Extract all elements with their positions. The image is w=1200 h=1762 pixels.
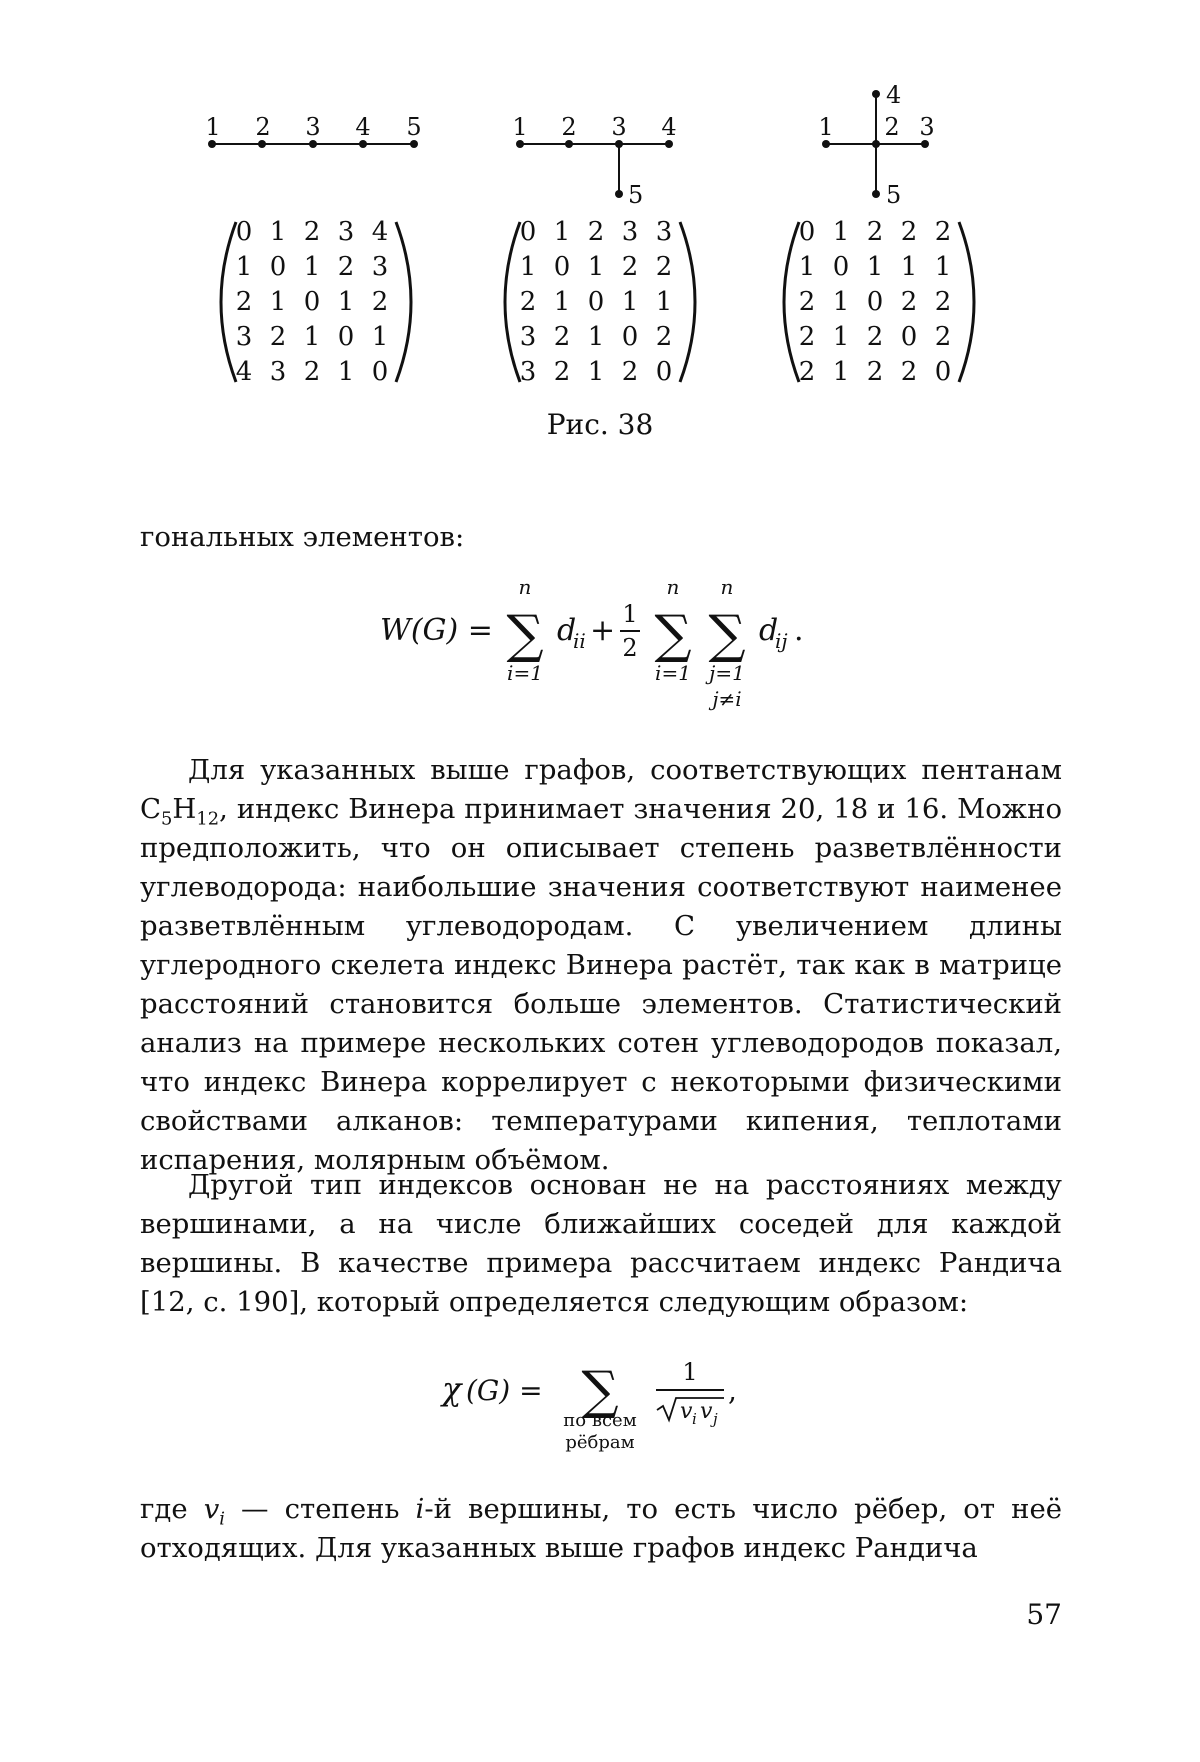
vertex-label: 3 — [919, 113, 935, 141]
den-sub1: i — [692, 1410, 697, 1428]
matrix-cell: 1 — [371, 322, 389, 352]
graph-3 — [818, 81, 934, 209]
matrix-cell: 1 — [269, 217, 287, 247]
matrix-cell: 2 — [303, 217, 321, 247]
sum3-upper: n — [720, 578, 734, 599]
vertex-label: 1 — [818, 113, 834, 141]
vertex-4 — [359, 140, 367, 148]
vertex-4 — [872, 90, 880, 98]
vertex-1 — [208, 140, 216, 148]
matrix-cell: 1 — [303, 252, 321, 282]
vertex-label: 5 — [406, 113, 422, 141]
matrix-cell: 2 — [934, 217, 952, 247]
matrix-cell: 0 — [235, 217, 253, 247]
formula-wiener — [0, 578, 1200, 718]
matrix-cell: 0 — [519, 217, 537, 247]
matrix-cell: 3 — [621, 217, 639, 247]
matrix-cell: 0 — [269, 252, 287, 282]
matrix-cell: 2 — [900, 357, 918, 387]
sum2-lower: i=1 — [655, 661, 691, 685]
sum3-lower-cond: j≠i — [712, 687, 742, 711]
formula-lhs: (G) = — [466, 1374, 543, 1407]
frac-numerator: 1 — [682, 1358, 698, 1386]
matrix-cell: 3 — [371, 252, 389, 282]
vertex-label: 1 — [512, 113, 528, 141]
half-den: 2 — [622, 634, 638, 662]
matrix-cell: 0 — [587, 287, 605, 317]
vertex-label: 3 — [611, 113, 627, 141]
matrix-cell: 2 — [934, 322, 952, 352]
matrix-cell: 0 — [621, 322, 639, 352]
matrix-cell: 1 — [553, 217, 571, 247]
matrix-cell: 4 — [371, 217, 389, 247]
matrix-cell: 2 — [621, 252, 639, 282]
matrix-cell: 2 — [798, 322, 816, 352]
matrix-cell: 1 — [832, 287, 850, 317]
matrix-cell: 1 — [934, 252, 952, 282]
matrix-cell: 1 — [303, 322, 321, 352]
vertex-label: 4 — [661, 113, 677, 141]
vertex-5 — [615, 190, 623, 198]
matrix-cell: 0 — [303, 287, 321, 317]
matrix-cell: 3 — [519, 357, 537, 387]
matrix-cell: 2 — [798, 287, 816, 317]
sum-lower: i=1 — [507, 661, 543, 685]
matrix-cell: 1 — [621, 287, 639, 317]
matrix-cell: 1 — [269, 287, 287, 317]
matrix-cell: 2 — [900, 287, 918, 317]
matrix-cell: 2 — [900, 217, 918, 247]
sum-lower-2: рёбрам — [565, 1432, 635, 1453]
matrix-cell: 1 — [337, 287, 355, 317]
term2-d: d — [759, 613, 779, 648]
figure-graphs — [0, 0, 1200, 400]
half-num: 1 — [622, 600, 638, 628]
figure-caption: Рис. 38 — [546, 408, 654, 441]
vertex-label: 5 — [628, 181, 644, 209]
vertex-2 — [565, 140, 573, 148]
lead-in-text: гональных элементов: — [140, 521, 465, 553]
matrix-cell: 2 — [587, 217, 605, 247]
paragraph-1: Для указанных выше графов, соответствующих пентанам $C_5H_{12}$, индекс Винера принимает значения 20, 18 и 16. Можно предположить, что он описывает степень разветвлённости углеводорода: наибольшие значения соответствуют наименее разветвлённым углеводородам. С увеличением длины углеродного скелета индекс Винера растёт, так как в матрице расстояний становится больше элементов. Статистический анализ на примере нескольких сотен углеводородов показал, что индекс Винера коррелирует с некоторыми физическими свойствами алканов: температурами кипения, теплотами испарения, молярным объёмом. — [140, 754, 1062, 1176]
sum-upper: n — [518, 578, 532, 599]
sum3-lower: j=1 — [709, 661, 745, 685]
matrix-cell: 1 — [587, 252, 605, 282]
matrix-cell: 1 — [866, 252, 884, 282]
matrix-cell: 3 — [655, 217, 673, 247]
matrix-cell: 1 — [235, 252, 253, 282]
vertex-label: 2 — [561, 113, 577, 141]
matrix-cell: 2 — [655, 322, 673, 352]
sum-sign: ∑ — [581, 1361, 619, 1421]
matrix-cell: 1 — [337, 357, 355, 387]
matrix-cell: 1 — [832, 322, 850, 352]
sum3-sign: ∑ — [708, 605, 746, 665]
vertex-label: 2 — [884, 113, 900, 141]
den-v1: v — [680, 1399, 693, 1424]
matrix-cell: 2 — [303, 357, 321, 387]
matrix-cell: 1 — [587, 322, 605, 352]
chi-symbol: χ — [442, 1370, 462, 1408]
matrix-cell: 3 — [269, 357, 287, 387]
term2-sub: ij — [775, 629, 788, 653]
graph-1 — [205, 113, 421, 148]
matrix-cell: 2 — [519, 287, 537, 317]
sum-sign: ∑ — [506, 605, 544, 665]
vertex-5 — [410, 140, 418, 148]
paragraph-2: Другой тип индексов основан не на расстояниях между вершинами, а на числе ближайших соседей для каждой вершины. В качестве примера рассчитаем индекс Рандича [12, с. 190], который определяется следующим образом: — [140, 1169, 1062, 1318]
page-number: 57 — [1026, 1598, 1062, 1631]
matrix-cell: 1 — [553, 287, 571, 317]
matrix-cell: 1 — [900, 252, 918, 282]
matrix-cell: 2 — [655, 252, 673, 282]
vertex-1 — [822, 140, 830, 148]
matrix-cell: 0 — [337, 322, 355, 352]
vertex-3 — [615, 140, 623, 148]
den-v2: v — [700, 1399, 713, 1424]
formula-end: , — [728, 1374, 737, 1407]
matrix-cell: 2 — [553, 357, 571, 387]
formula-randic — [0, 1350, 1200, 1460]
matrix-cell: 0 — [934, 357, 952, 387]
vertex-label: 4 — [886, 81, 902, 109]
matrix-cell: 3 — [235, 322, 253, 352]
matrix-cell: 2 — [866, 217, 884, 247]
sum-lower: по всем — [563, 1410, 637, 1431]
matrix-cell: 2 — [866, 322, 884, 352]
matrix-cell: 4 — [235, 357, 253, 387]
matrix-cell: 2 — [337, 252, 355, 282]
matrix-cell: 2 — [934, 287, 952, 317]
matrix-cell: 0 — [832, 252, 850, 282]
term-d: d — [557, 613, 577, 648]
vertex-3 — [921, 140, 929, 148]
vertex-4 — [665, 140, 673, 148]
matrix-cell: 2 — [866, 357, 884, 387]
plus-sign: + — [590, 613, 616, 648]
matrix-cell: 1 — [832, 357, 850, 387]
vertex-label: 1 — [205, 113, 221, 141]
sum2-upper: n — [666, 578, 680, 599]
matrix-cell: 2 — [621, 357, 639, 387]
matrix-cell: 1 — [519, 252, 537, 282]
matrix-cell: 0 — [866, 287, 884, 317]
matrix-cell: 1 — [832, 217, 850, 247]
distance-matrices — [236, 217, 952, 387]
matrix-cell: 2 — [553, 322, 571, 352]
matrix-cell: 3 — [519, 322, 537, 352]
matrix-cell: 1 — [798, 252, 816, 282]
vertex-label: 2 — [255, 113, 271, 141]
vertex-2 — [872, 140, 880, 148]
vertex-label: 3 — [305, 113, 321, 141]
paragraph-3: где $v_i$ — степень i-й вершины, то есть число рёбер, от неё отходящих. Для указанных выше графов индекс Рандича — [140, 1493, 1062, 1564]
matrix-cell: 0 — [798, 217, 816, 247]
matrix-cell: 2 — [269, 322, 287, 352]
matrix-cell: 2 — [235, 287, 253, 317]
vertex-1 — [516, 140, 524, 148]
matrix-cell: 0 — [553, 252, 571, 282]
formula-end: . — [794, 613, 804, 648]
formula-lhs: W(G) = — [380, 613, 493, 648]
vertex-label: 5 — [886, 181, 902, 209]
graph-2 — [512, 113, 676, 209]
matrix-cell: 1 — [587, 357, 605, 387]
vertex-2 — [258, 140, 266, 148]
matrix-cell: 2 — [371, 287, 389, 317]
matrix-cell: 0 — [655, 357, 673, 387]
vertex-label: 4 — [355, 113, 371, 141]
matrix-cell: 0 — [371, 357, 389, 387]
term-sub: ii — [573, 629, 586, 653]
den-sub2: j — [713, 1410, 718, 1428]
sum2-sign: ∑ — [654, 605, 692, 665]
matrix-cell: 3 — [337, 217, 355, 247]
vertex-3 — [309, 140, 317, 148]
matrix-cell: 1 — [655, 287, 673, 317]
matrix-cell: 2 — [798, 357, 816, 387]
matrix-cell: 0 — [900, 322, 918, 352]
vertex-5 — [872, 190, 880, 198]
